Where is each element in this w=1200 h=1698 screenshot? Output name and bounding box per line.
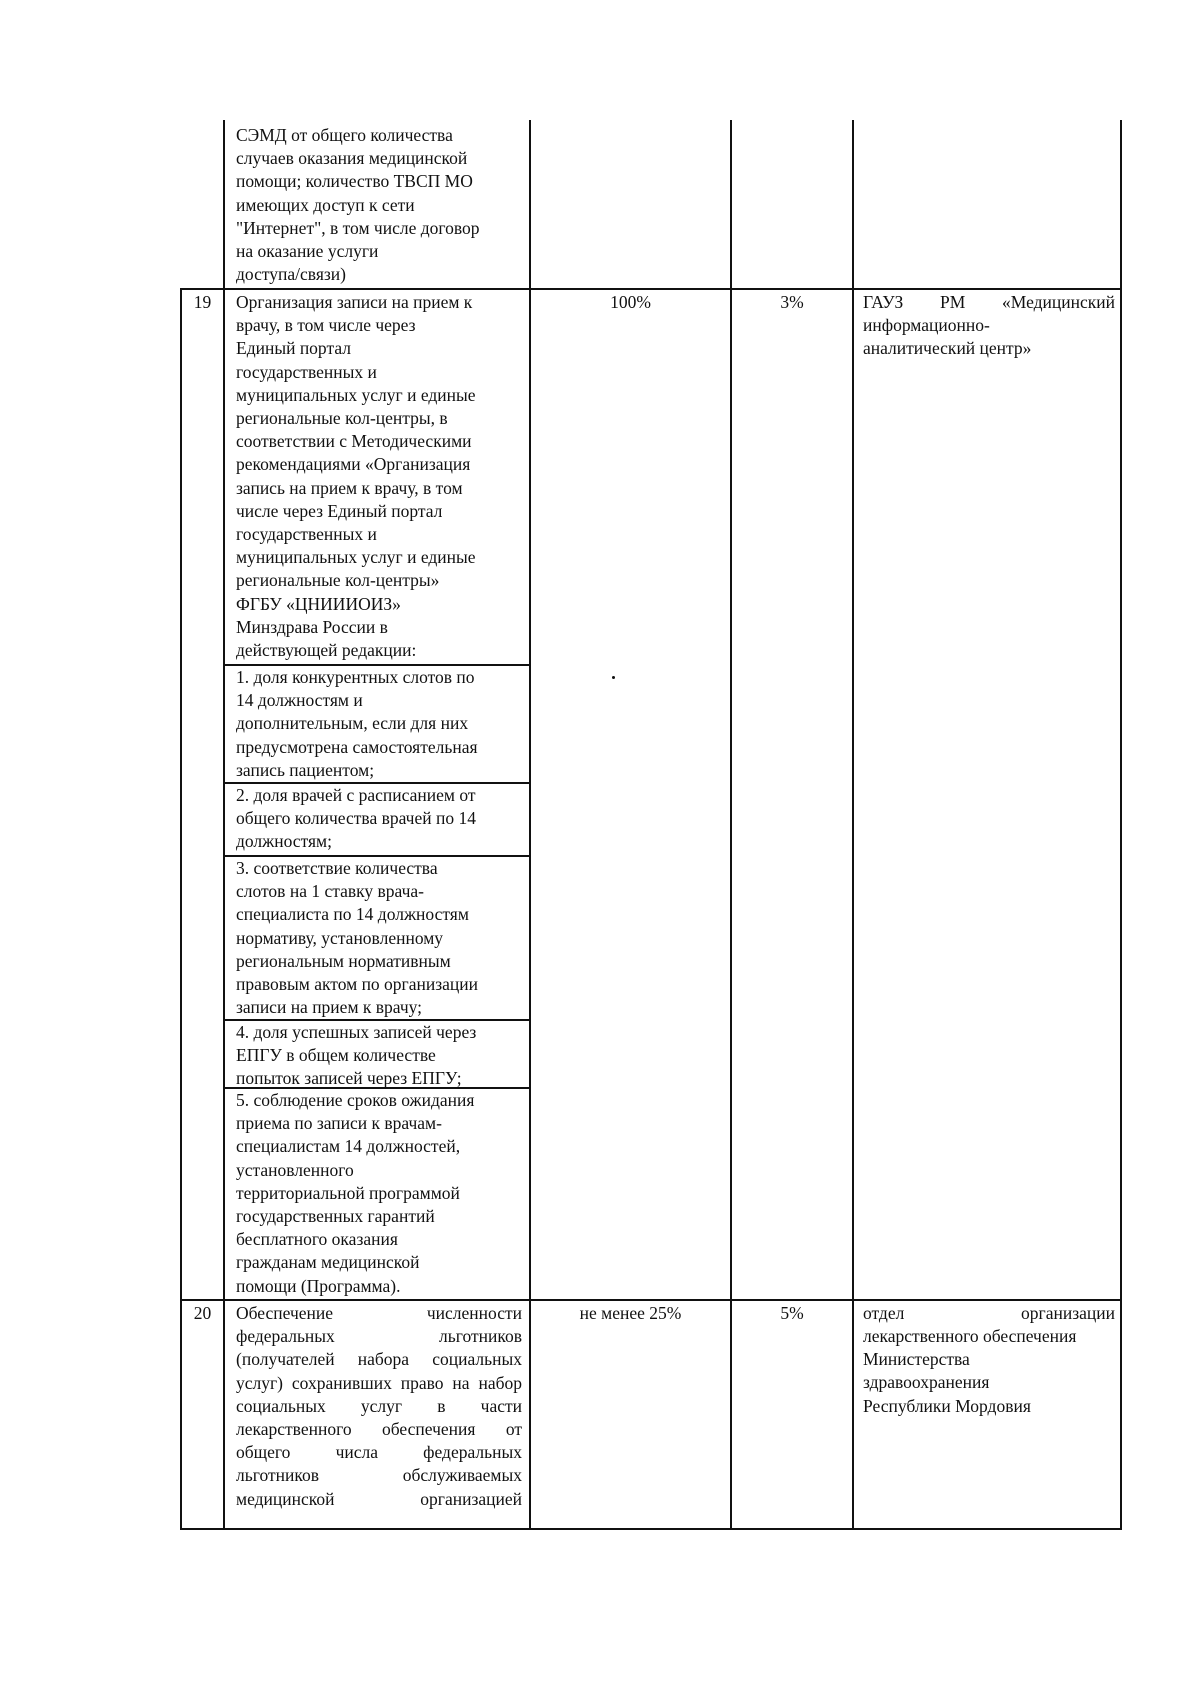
table-border-left [180, 289, 182, 1530]
row-20-number: 20 [193, 1303, 212, 1323]
row-divider-20 [180, 1299, 1122, 1301]
table-border-right [1120, 120, 1122, 1530]
row-19-number: 19 [193, 292, 212, 312]
row-19-subitem-4: 4. доля успешных записей через ЕПГУ в общем количестве попыток записей через ЕПГУ; [236, 1022, 477, 1089]
row-19-subitem-1: 1. доля конкурентных слотов по 14 должностям и дополнительным, если для них предусмотрена самостоятельная запись пациентом; [236, 667, 478, 780]
row-19-indicator-intro: Организация записи на прием к врачу, в том числе через Единый портал государственных и муниципальных услуг и единые региональные кол-центры, в соответствии с Методическими рекомендациями «Организация запись на прием к врачу, в том числе через Единый портал государственных и муниципальных услуг и единые региональные кол-центры» ФГБУ «ЦНИИИОИЗ» Минздрава России в действующей редакции: [236, 292, 476, 661]
row-19-responsible-rest: информационно- аналитический центр» [863, 315, 1032, 359]
row-19-subitem-2: 2. доля врачей с расписанием от общего количества врачей по 14 должностям; [236, 785, 476, 852]
column-divider-weight [852, 120, 854, 1530]
row-20-indicator: Обеспечение численности федеральных льготников (получателей набора социальных услуг) сохранивших право на набор социальных услуг в части лекарственного обеспечения от общего числа федеральных льготников обслуживаемых медицинской организацией [236, 1303, 522, 1509]
scan-speck [612, 676, 615, 679]
row-19-subitem-5: 5. соблюдение сроков ожидания приема по записи к врачам- специалистам 14 должностей, установленного территориальной программой государственных гарантий бесплатного оказания гражданам медицинской помощи (Программа). [236, 1090, 475, 1296]
continuation-indicator-text: СЭМД от общего количества случаев оказания медицинской помощи; количество ТВСП МО имеющих доступ к сети "Интернет", в том числе договор на оказание услуги доступа/связи) [236, 125, 480, 285]
row-20-weight: 5% [780, 1303, 804, 1323]
column-divider-number [223, 120, 225, 1530]
row-19-subitem-3: 3. соответствие количества слотов на 1 ставку врача- специалиста по 14 должностям нормативу, установленному региональным нормативным правовым актом по организации записи на прием к врачу; [236, 858, 479, 1018]
row-19-weight: 3% [780, 292, 804, 312]
row-20-target: не менее 25% [579, 1303, 682, 1323]
row-divider-19 [180, 288, 1122, 290]
row-19-responsible-line1: ГАУЗ РМ «Медицинский [863, 292, 1115, 312]
row-20-responsible-rest: лекарственного обеспечения Министерства здравоохранения Республики Мордовия [863, 1326, 1077, 1416]
row-20-responsible-line1: отдел организации [863, 1303, 1115, 1323]
table-border-bottom [180, 1528, 1122, 1530]
row-19-target: 100% [610, 292, 651, 312]
